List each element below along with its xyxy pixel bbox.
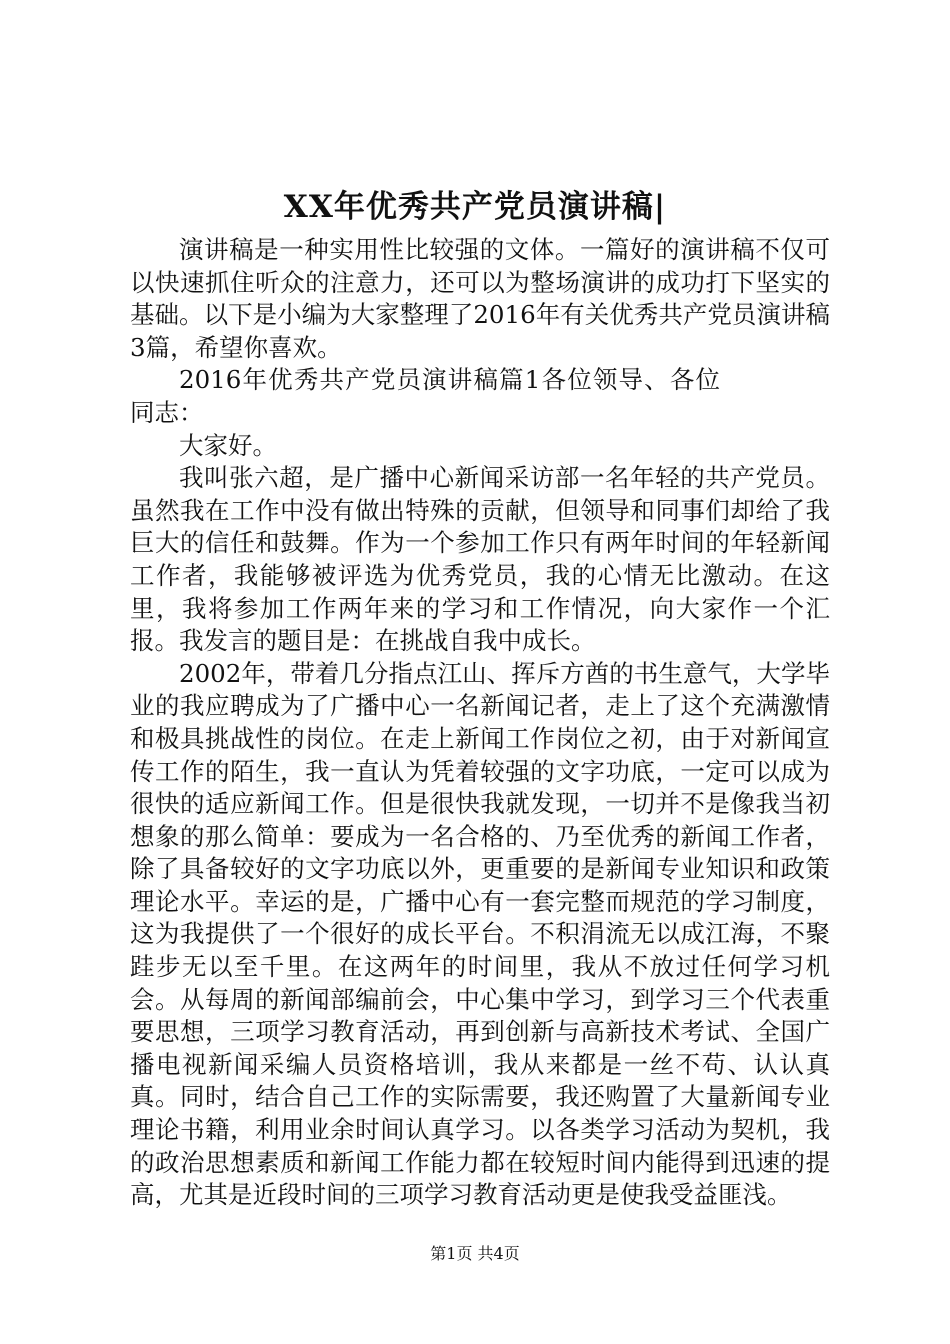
document-title: XX年优秀共产党员演讲稿| bbox=[283, 189, 667, 225]
career-paragraph: 2002年，带着几分指点江山、挥斥方酋的书生意气，大学毕业的我应聘成为了广播中心一名新闻记者，走上了这个充满激情和极具挑战性的岗位。在走上新闻工作岗位之初，由于对新闻宣传工作的陌生，我一直认为凭着较强的文字功底，一定可以成为很快的适应新闻工作。但是很快我就发现，一切并不是像我当初想象的那么简单：要成为一名合格的、乃至优秀的新闻工作者，除了具备较好的文字功底以外，更重要的是新闻专业知识和政策理论水平。幸运的是，广播中心有一套完整而规范的学习制度，这为我提供了一个很好的成长平台。不积涓流无以成江海，不聚跬步无以至千里。在这两年的时间里，我从不放过任何学习机会。从每周的新闻部编前会，中心集中学习，到学习三个代表重要思想，三项学习教育活动，再到创新与高新技术考试、全国广播电视新闻采编人员资格培训，我从来都是一丝不苟、认认真真。同时，结合自己工作的实际需要，我还购置了大量新闻专业理论书籍，利用业余时间认真学习。以各类学习活动为契机，我的政治思想素质和新闻工作能力都在较短时间内能得到迅速的提高，尤其是近段时间的三项学习教育活动更是使我受益匪浅。 bbox=[130, 658, 830, 1210]
document-body bbox=[130, 234, 830, 1212]
self-introduction-paragraph: 我叫张六超，是广播中心新闻采访部一名年轻的共产党员。虽然我在工作中没有做出特殊的贡献，但领导和同事们却给了我巨大的信任和鼓舞。作为一个参加工作只有两年时间的年轻新闻工作者，我能够被评选为优秀党员，我的心情无比激动。在这里，我将参加工作两年来的学习和工作情况，向大家作一个汇报。我发言的题目是：在挑战自我中成长。 bbox=[130, 463, 830, 656]
intro-paragraph: 演讲稿是一种实用性比较强的文体。一篇好的演讲稿不仅可以快速抓住听众的注意力，还可以为整场演讲的成功打下坚实的基础。以下是小编为大家整理了2016年有关优秀共产党员演讲稿3篇，希望你喜欢。 bbox=[130, 235, 830, 362]
page-number-footer: 第1页 共4页 bbox=[430, 1244, 520, 1263]
speech-heading-paragraph: 2016年优秀共产党员演讲稿篇1各位领导、各位同志： bbox=[130, 365, 720, 427]
greeting-paragraph: 大家好。 bbox=[179, 430, 277, 460]
